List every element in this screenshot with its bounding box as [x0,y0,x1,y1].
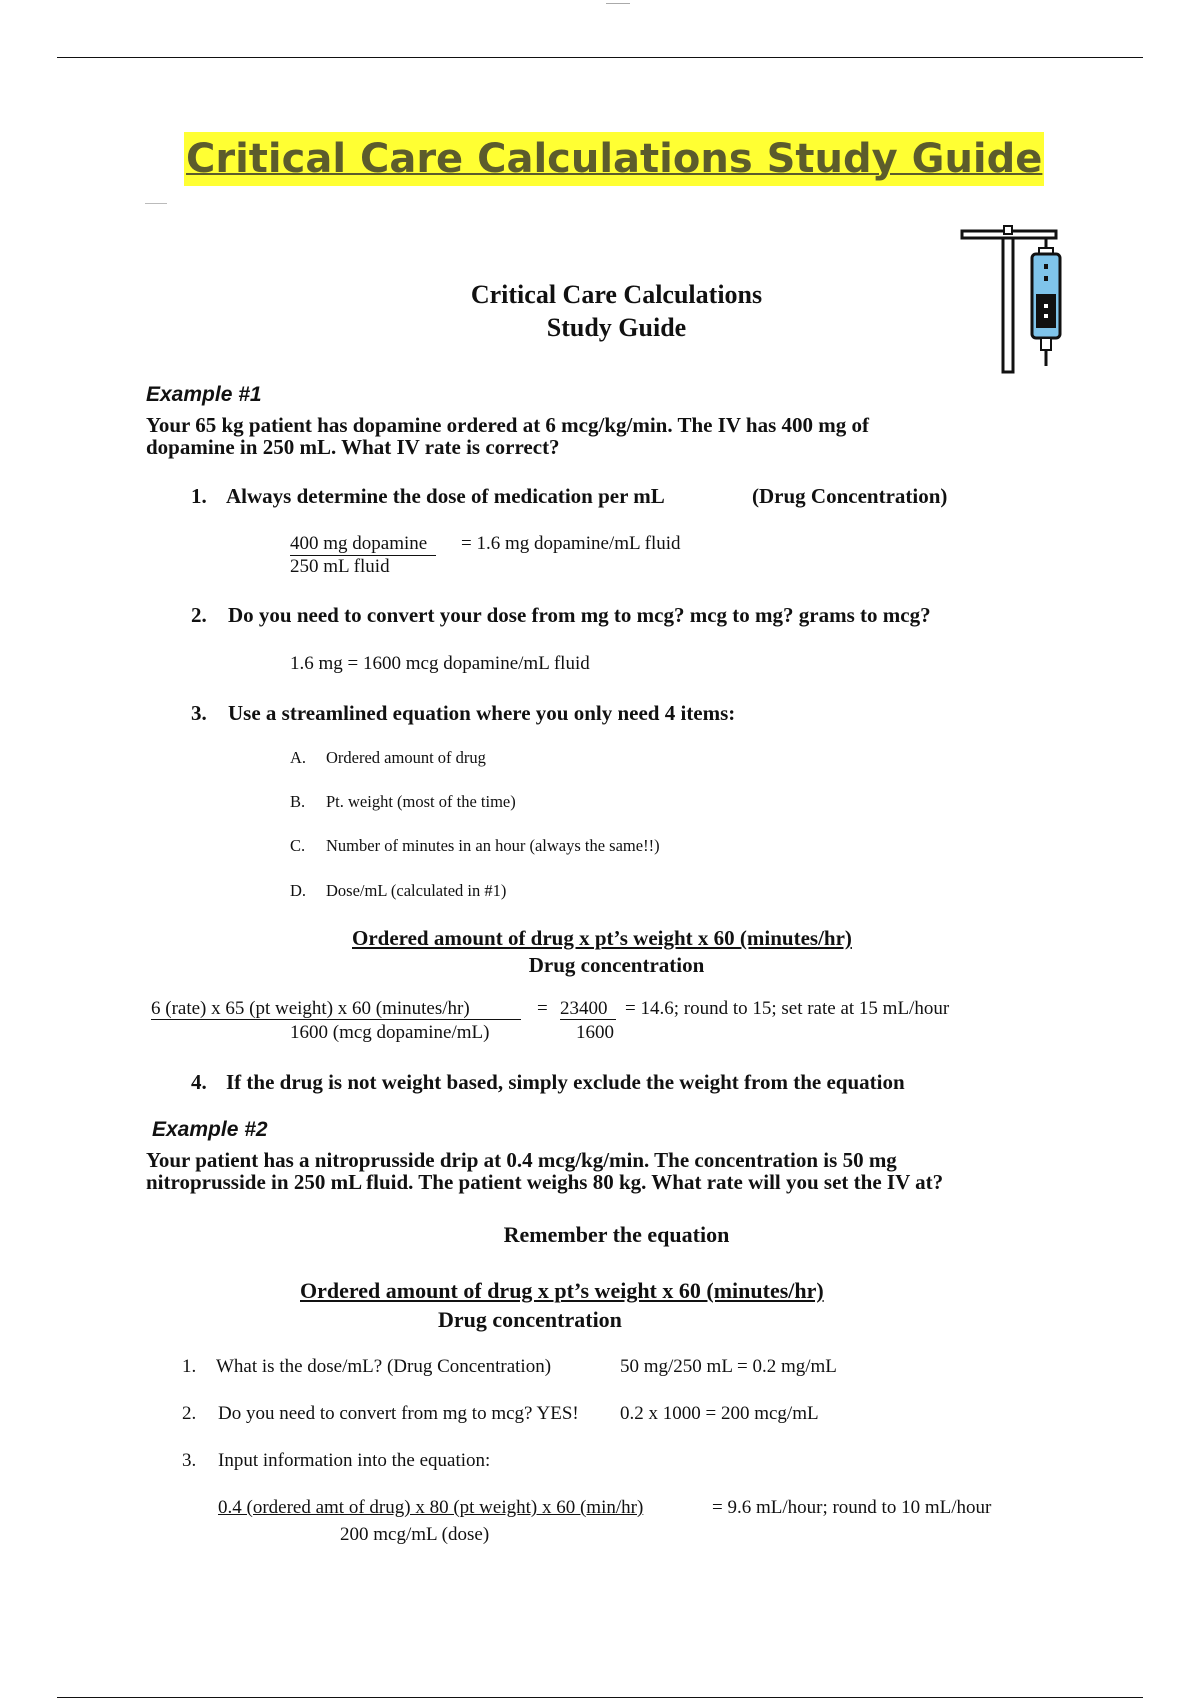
item-d-letter: D. [290,881,307,900]
formula2-numerator: Ordered amount of drug x pt’s weight x 60 (minutes/hr) [300,1278,824,1303]
calc1-fraction-bar [151,1019,521,1020]
ex2-step2-work: 0.2 x 1000 = 200 mcg/mL [620,1403,819,1424]
calc1-equals: = [537,998,548,1019]
formula1-numerator: Ordered amount of drug x pt’s weight x 60 (minutes/hr) [352,926,852,950]
step1-numerator: 400 mg dopamine [290,533,428,554]
calc1-mid-denominator: 1600 [576,1022,614,1043]
step1-note: (Drug Concentration) [752,484,948,508]
item-b-letter: B. [290,792,306,811]
step1-text: Always determine the dose of medication per mL [226,484,665,508]
calc2-denominator: 200 mcg/mL (dose) [340,1524,490,1545]
calc1-result: = 14.6; round to 15; set rate at 15 mL/hour [625,998,950,1019]
example1-title: Example #1 [146,383,262,406]
item-d-text: Dose/mL (calculated in #1) [326,881,507,900]
step1-denominator: 250 mL fluid [290,556,390,577]
heading-line2: Study Guide [546,313,687,342]
calc2-numerator: 0.4 (ordered amt of drug) x 80 (pt weight) x 60 (min/hr) [218,1497,644,1518]
item-a-text: Ordered amount of drug [326,748,486,767]
example2-question-line2: nitroprusside in 250 mL fluid. The patient weighs 80 kg. What rate will you set the IV at? [146,1170,944,1194]
ex2-step2-text: Do you need to convert from mg to mcg? YES! [218,1403,579,1424]
item-c-letter: C. [290,836,306,855]
example2-question [146,1149,1046,1193]
example1-question-line1: Your 65 kg patient has dopamine ordered at 6 mcg/kg/min. The IV has 400 mg of [146,413,870,437]
formula1-denominator: Drug concentration [528,953,705,977]
step1-number: 1. [191,484,207,508]
step4-text: If the drug is not weight based, simply exclude the weight from the equation [226,1070,905,1094]
ex2-step3-text: Input information into the equation: [218,1450,491,1471]
step3-number: 3. [191,701,207,725]
top-marker [606,3,630,4]
small-dash [145,203,167,204]
item-c-text: Number of minutes in an hour (always the same!!) [326,836,660,855]
footer-rule [57,1697,1143,1698]
item-a-letter: A. [290,748,307,767]
heading-line1: Critical Care Calculations [470,280,763,309]
step4-number: 4. [191,1070,207,1094]
step3-text: Use a streamlined equation where you only need 4 items: [228,701,736,725]
remember-heading: Remember the equation [503,1222,730,1247]
step2-number: 2. [191,603,207,627]
item-b-text: Pt. weight (most of the time) [326,792,516,811]
calc1-numerator: 6 (rate) x 65 (pt weight) x 60 (minutes/hr) [151,998,470,1019]
formula2-denominator: Drug concentration [438,1307,622,1332]
calc1-mid-numerator: 23400 [560,998,608,1019]
banner-title: Critical Care Calculations Study Guide [184,132,1044,186]
ex2-step3-number: 3. [182,1450,197,1471]
example1-question-line2: dopamine in 250 mL. What IV rate is correct? [146,435,560,459]
ex2-step1-number: 1. [182,1356,197,1377]
calc2-result: = 9.6 mL/hour; round to 10 mL/hour [712,1497,992,1518]
ex2-step2-number: 2. [182,1403,197,1424]
step2-work: 1.6 mg = 1600 mcg dopamine/mL fluid [290,653,590,674]
example1-question [146,414,1026,458]
ex2-step1-text: What is the dose/mL? (Drug Concentration) [216,1356,552,1377]
calc1-mid-fraction-bar [560,1019,616,1020]
header-rule [57,57,1143,58]
example2-title: Example #2 [152,1118,268,1141]
step1-result: = 1.6 mg dopamine/mL fluid [461,533,681,554]
ex2-step1-work: 50 mg/250 mL = 0.2 mg/mL [620,1356,837,1377]
calc1-denominator: 1600 (mcg dopamine/mL) [290,1022,490,1043]
example2-question-line1: Your patient has a nitroprusside drip at 0.4 mcg/kg/min. The concentration is 50 mg [146,1148,897,1172]
step2-text: Do you need to convert your dose from mg to mcg? mcg to mg? grams to mcg? [228,603,931,627]
